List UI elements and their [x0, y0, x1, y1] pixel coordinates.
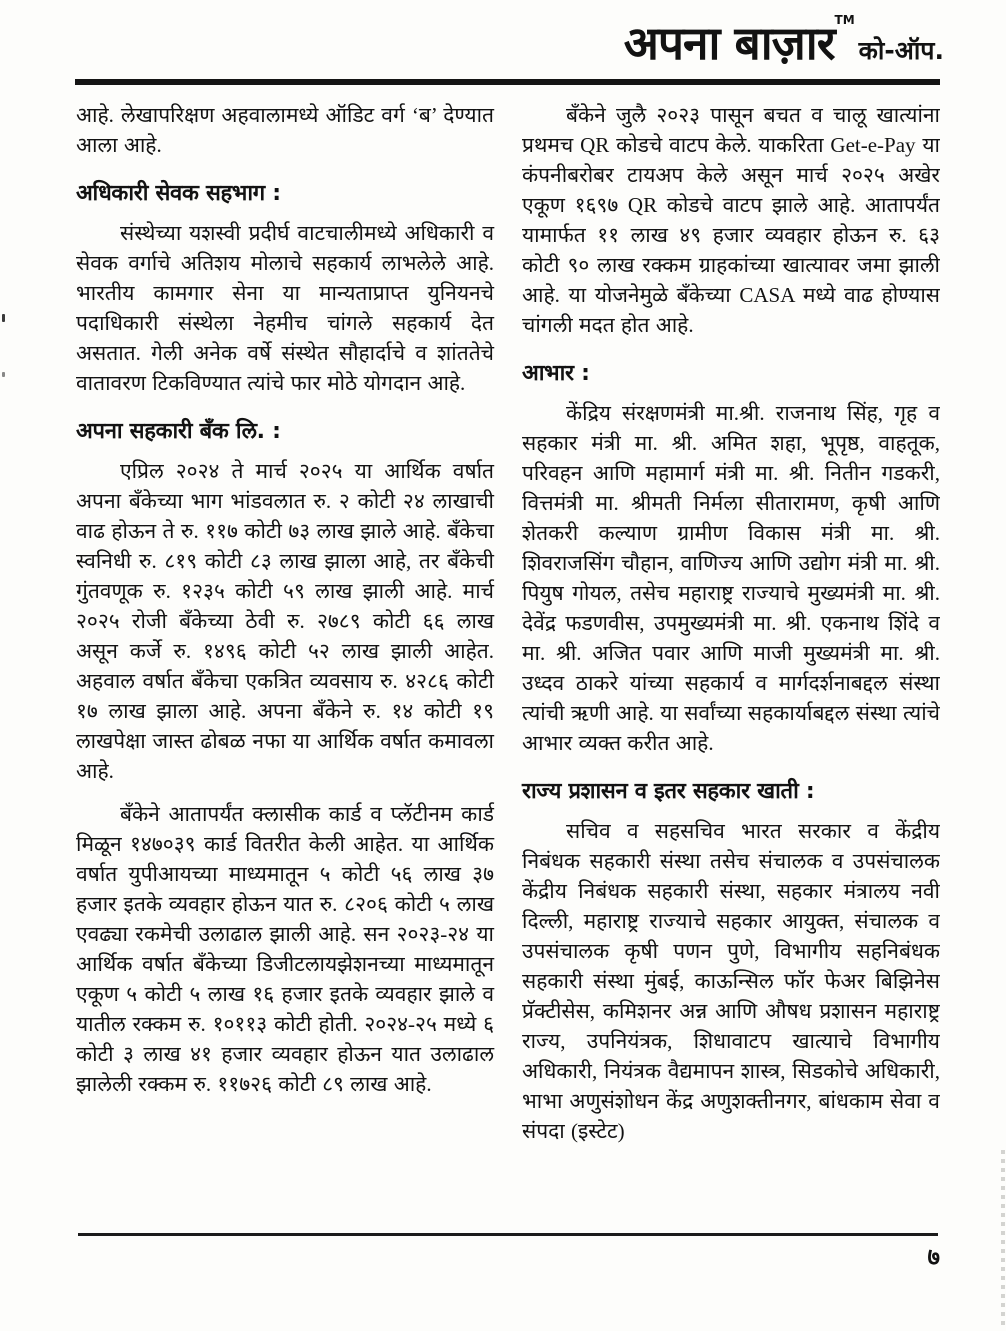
page-number: ७	[927, 1243, 940, 1271]
body-paragraph: बँकेने जुलै २०२३ पासून बचत व चालू खात्यांना प्रथमच QR कोडचे वाटप केले. याकरिता Get-e-Pay या कंपनीबरोबर टायअप केले असून मार्च २०२५ अखेर एकूण १६९७ QR कोडचे वाटप झाले आहे. आतापर्यंत यामार्फत ११ लाख ४९ हजार व्यवहार होऊन रु. ६३ कोटी ९० लाख रक्कम ग्राहकांच्या खात्यावर जमा झाली आहे. या योजनेमुळे बँकेच्या CASA मध्ये वाढ होण्यास चांगली मदत होत आहे.	[522, 103, 940, 337]
logo-coop-text: को-ऑप.	[858, 36, 944, 65]
right-column	[522, 100, 940, 1228]
article-body	[76, 100, 940, 1228]
scan-margin-mark	[2, 314, 5, 322]
brand-logo	[623, 13, 944, 70]
footer-divider	[78, 1233, 938, 1236]
body-paragraph: एप्रिल २०२४ ते मार्च २०२५ या आर्थिक वर्षात अपना बँकेच्या भाग भांडवलात रु. २ कोटी २४ लाखाची वाढ होऊन ते रु. ११७ कोटी ७३ लाख झाले आहे. बँकेचा स्वनिधी रु. ८१९ कोटी ८३ लाख झाला आहे, तर बँकेची गुंतवणूक रु. १२३५ कोटी ५९ लाख झाली आहे. मार्च २०२५ रोजी बँकेच्या ठेवी रु. २७८९ कोटी ६६ लाख असून कर्जे रु. १४९६ कोटी ५२ लाख झाली आहेत. अहवाल वर्षात बँकेचा एकत्रित व्यवसाय रु. ४२८६ कोटी १७ लाख झाला आहे. अपना बँकेने रु. १४ कोटी १९ लाखपेक्षा जास्त ढोबळ नफा या आर्थिक वर्षात कमावला आहे.	[76, 459, 494, 783]
scan-margin-mark	[2, 372, 5, 377]
section-heading: राज्य प्रशासन व इतर सहकार खाती :	[522, 779, 815, 804]
logo-trademark-mark: TM	[834, 13, 855, 27]
body-paragraph: बँकेने आतापर्यंत क्लासीक कार्ड व प्लॅटीनम कार्ड मिळून १४७०३९ कार्ड वितरीत केली आहेत. या आर्थिक वर्षात युपीआयच्या माध्यमातून ५ कोटी ५६ लाख ३७ हजार इतके व्यवहार होऊन यात रु. ८२०६ कोटी ५ लाख एवढ्या रकमेची उलाढाल झाली आहे. सन २०२३-२४ या आर्थिक वर्षात बँकेच्या डिजीटलायझेशनच्या माध्यमातून एकूण ५ कोटी ५ लाख १६ हजार इतके व्यवहार झाले व यातील रक्कम रु. १०११३ कोटी होती. २०२४-२५ मध्ये ६ कोटी ३ लाख ४१ हजार व्यवहार होऊन यात उलाढाल झालेली रक्कम रु. ११७२६ कोटी ८९ लाख आहे.	[76, 802, 494, 1096]
body-paragraph: सचिव व सहसचिव भारत सरकार व केंद्रीय निबंधक सहकारी संस्था तसेच संचालक व उपसंचालक केंद्रीय निबंधक सहकारी संस्था, सहकार मंत्रालय नवी दिल्ली, महाराष्ट्र राज्याचे सहकार आयुक्त, संचालक व उपसंचालक कृषी पणन पुणे, विभागीय सहनिबंधक सहकारी संस्था मुंबई, काऊन्सिल फॉर फेअर बिझिनेस प्रॅक्टीसेस, कमिशनर अन्न आणि औषध प्रशासन महाराष्ट्र राज्य, उपनियंत्रक, शिधावाटप खात्याचे विभागीय अधिकारी, नियंत्रक वैद्यमापन शास्त्र, सिडकोचे अधिकारी, भाभा अणुसंशोधन केंद्र अणुशक्तीनगर, बांधकाम सेवा व संपदा (इस्टेट)	[522, 819, 940, 1143]
scan-edge-artifact	[1001, 1150, 1005, 1330]
header-divider	[75, 79, 940, 85]
body-paragraph: आहे. लेखापरिक्षण अहवालामध्ये ऑडिट वर्ग ‘ब’ देण्यात आला आहे.	[76, 103, 494, 157]
section-heading: अपना सहकारी बँक लि. :	[76, 419, 281, 444]
body-paragraph: केंद्रिय संरक्षणमंत्री मा.श्री. राजनाथ सिंह, गृह व सहकार मंत्री मा. श्री. अमित शहा, भूपृष्ठ, वाहतूक, परिवहन आणि महामार्ग मंत्री मा. श्री. नितीन गडकरी, वित्तमंत्री मा. श्रीमती निर्मला सीतारामण, कृषी आणि शेतकरी कल्याण ग्रामीण विकास मंत्री मा. श्री. शिवराजसिंग चौहान, वाणिज्य आणि उद्योग मंत्री मा. श्री. पियुष गोयल, तसेच महाराष्ट्र राज्याचे मुख्यमंत्री मा. श्री. देवेंद्र फडणवीस, उपमुख्यमंत्री मा. श्री. एकनाथ शिंदे व मा. श्री. अजित पवार आणि माजी मुख्यमंत्री मा. श्री. उध्दव ठाकरे यांच्या सहकार्य व मार्गदर्शनाबद्दल संस्था त्यांची ऋणी आहे. या सर्वांच्या सहकार्याबद्दल संस्था त्यांचे आभार व्यक्त करीत आहे.	[522, 401, 940, 755]
body-paragraph: संस्थेच्या यशस्वी प्रदीर्घ वाटचालीमध्ये अधिकारी व सेवक वर्गाचे अतिशय मोलाचे सहकार्य लाभलेले आहे. भारतीय कामगार सेना या मान्यताप्राप्त युनियनचे पदाधिकारी संस्थेला नेहमीच चांगले सहकार्य देत असतात. गेली अनेक वर्षे संस्थेत सौहार्दाचे व शांततेचे वातावरण टिकविण्यात त्यांचे फार मोठे योगदान आहे.	[76, 221, 494, 395]
logo-brand-text: अपना बाज़ार	[623, 16, 835, 70]
section-heading: अधिकारी सेवक सहभाग :	[76, 181, 281, 206]
left-column	[76, 100, 494, 1228]
section-heading: आभार :	[522, 361, 590, 386]
